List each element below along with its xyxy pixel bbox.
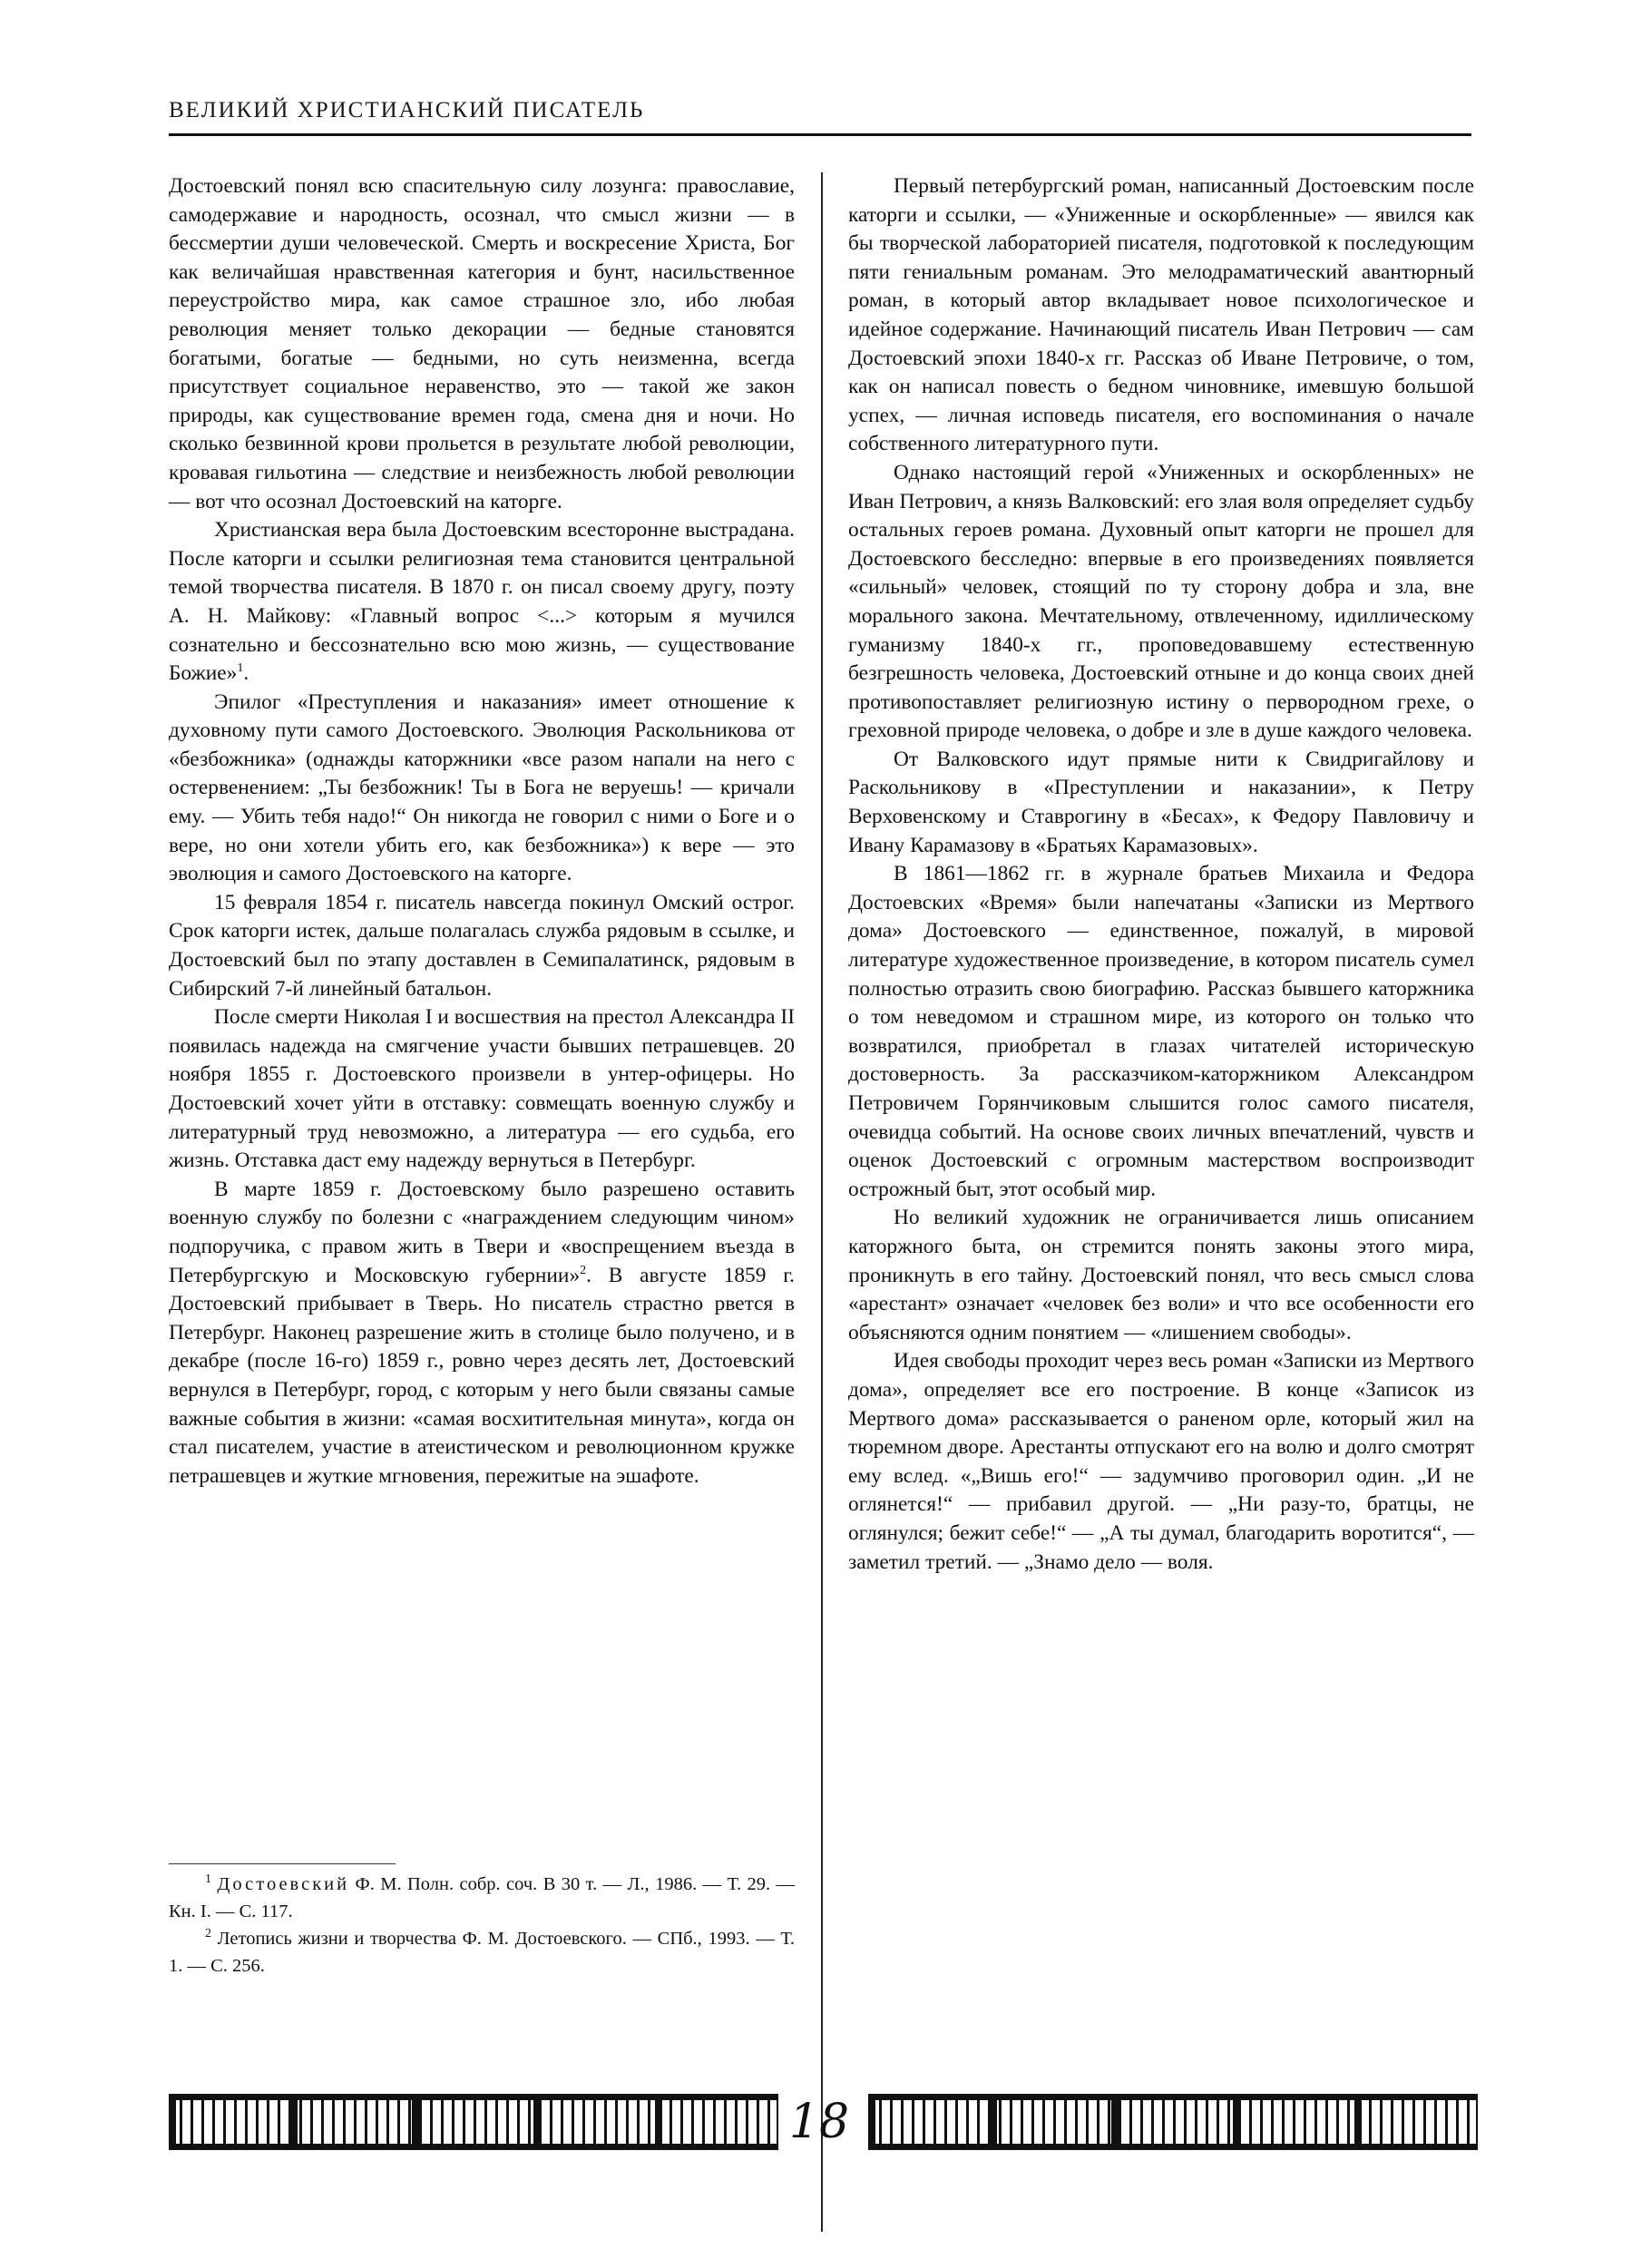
left-column — [169, 172, 795, 1491]
paragraph-text: В марте 1859 г. Достоевскому было разрешено оставить военную службу по болезни с «награждением следующим чином» подпоручика, с правом жить в Твери и «воспрещением въезда в Петербургскую и Московскую губернии» — [169, 1177, 795, 1287]
right-column — [848, 172, 1474, 1577]
paragraph-text: . В августе 1859 г. Достоевский прибывает в Тверь. Но писатель страстно рвется в Петербург. Наконец разрешение жить в столице было получено, и в декабре (после 16-го) 1859 г., ровно через десять лет, Достоевский вернулся в Петербург, город, с которым у него были связаны самые важные события в жизни: «самая восхитительная минута», когда он стал писателем, участие в атеистическом и революционном кружке петрашевцев и жуткие мгновения, пережитые на эшафоте. — [169, 1263, 796, 1488]
footnote — [169, 1925, 795, 1980]
fence-ornament — [868, 2094, 1478, 2150]
footnote-author: Достоевский — [217, 1874, 350, 1894]
paragraph: Эпилог «Преступления и наказания» имеет отношение к духовному пути самого Достоевского. Эволюция Раскольникова от «безбожника» (однажды каторжники «все разом напали на него с остервенением: „Ты безбожник! Ты в Бога не веруешь! — кричали ему. — Убить тебя надо!“ Он никогда не говорил с ними о Боге и о вере, но они хотели убить его, как безбожника») к вере — это эволюция и самого Достоевского на каторге. — [169, 689, 795, 886]
paragraph: В 1861—1862 гг. в журнале братьев Михаила и Федора Достоевских «Время» были напечатаны «Записки из Мертвого дома» Достоевского — единственное, пожалуй, в мировой литературе художественное произведение, в котором писатель сумел полностью отразить свою биографию. Рассказ бывшего каторжника о том неведомом и страшном мире, из которого он только что возвратился, приобретал в глазах читателей историческую достоверность. За рассказчиком-каторжником Александром Петровичем Горянчиковым слышится голос самого писателя, очевидца событий. На основе своих личных впечатлений, чувств и оценок Достоевский с огромным мастерством воспроизводит острожный быт, этот особый мир. — [848, 862, 1474, 1201]
footnotes — [169, 1871, 795, 1980]
footnote-text: Летопись жизни и творчества Ф. М. Достоевского. — СПб., 1993. — Т. 1. — С. 256. — [169, 1929, 795, 1976]
footnote-rule — [169, 1863, 396, 1864]
footnote-number: 2 — [205, 1927, 211, 1941]
paragraph: Но великий художник не ограничивается лишь описанием каторжного быта, он стремится понять законы этого мира, проникнуть в его тайну. Достоевский понял, что весь смысл слова «арестант» означает «человек без воли» и что все особенности его объясняются одним понятием — «лишением свободы». — [848, 1206, 1474, 1344]
header-rule — [169, 133, 1471, 136]
footnote-ref: 1 — [237, 661, 244, 676]
paragraph: Идея свободы проходит через весь роман «Записки из Мертвого дома», определяет все его построение. В конце «Записок из Мертвого дома» рассказывается о раненом орле, который жил на тюремном дворе. Арестанты отпускают его на волю и долго смотрят ему вслед. «„Вишь его!“ — задумчиво проговорил один. „И не оглянется!“ — прибавил другой. — „Ни разу-то, братцы, не оглянулся; бежит себе!“ — „А ты думал, благодарить воротится“, — заметил третий. — „Знамо дело — воля. — [848, 1349, 1474, 1574]
running-head: ВЕЛИКИЙ ХРИСТИАНСКИЙ ПИСАТЕЛЬ — [169, 98, 645, 122]
paragraph — [169, 516, 795, 689]
paragraph: Достоевский понял всю спасительную силу лозунга: православие, самодержавие и народность, осознал, что смысл жизни — в бессмертии души человеческой. Смерть и воскресение Христа, Бог как величайшая нравственная категория и бунт, насильственное переустройство мира, как самое страшное зло, ибо любая революция меняет только декорации — бедные становятся богатыми, богатые — бедными, но суть неизменна, всегда присутствует социальное неравенство, это — такой же закон природы, как существование времен года, смена дня и ночи. Но сколько безвинной крови прольется в результате любой революции, кровавая гильотина — следствие и неизбежность любой революции — вот что осознал Достоевский на каторге. — [169, 174, 795, 513]
paragraph-text: Христианская вера была Достоевским всесторонне выстрадана. После каторги и ссылки религиозная тема становится центральной темой творчества писателя. В 1870 г. он писал своему другу, поэту А. Н. Майкову: «Главный вопрос <...> которым я мучился сознательно и бессознательно всю мою жизнь, — существование Божие» — [169, 518, 795, 686]
paragraph: 15 февраля 1854 г. писатель навсегда покинул Омский острог. Срок каторги истек, дальше полагалась служба рядовым в ссылке, и Достоевский был по этапу доставлен в Семипалатинск, рядовым в Сибирский 7-й линейный батальон. — [169, 890, 795, 1001]
footnote — [169, 1871, 795, 1925]
fence-ornament — [169, 2094, 778, 2150]
paragraph: После смерти Николая I и восшествия на престол Александра II появилась надежда на смягчение участи бывших петрашевцев. 20 ноября 1855 г. Достоевского произвели в унтер-офицеры. Но Достоевский хочет уйти в отставку: совмещать военную службу и литературный труд невозможно, а литература — его судьба, его жизнь. Отставка даст ему надежду вернуться в Петербург. — [169, 1005, 795, 1173]
column-divider — [821, 172, 823, 2232]
footnote-ref: 2 — [580, 1263, 587, 1277]
footnote-text: Ф. М. Полн. собр. соч. В 30 т. — Л., 1986. — Т. 29. — Кн. I. — С. 117. — [169, 1874, 796, 1921]
page-number: 18 — [788, 2095, 850, 2149]
paragraph-text: . — [243, 661, 249, 686]
paragraph: Однако настоящий герой «Униженных и оскорбленных» не Иван Петрович, а князь Валковский: его злая воля определяет судьбу остальных героев романа. Духовный опыт каторги не прошел для Достоевского бесследно: впервые в его произведениях появляется «сильный» человек, стоящий по ту сторону добра и зла, вне морального закона. Мечтательному, отвлеченному, идиллическому гуманизму 1840-х гг., проповедовавшему естественную безгрешность человека, Достоевский отныне и до конца своих дней противопоставляет религиозную истину о первородном грехе, о греховной природе человека, о добре и зле в душе каждого человека. — [848, 460, 1474, 743]
paragraph — [169, 1176, 795, 1491]
footnote-number: 1 — [205, 1872, 211, 1887]
paragraph: Первый петербургский роман, написанный Достоевским после каторги и ссылки, — «Униженные и оскорбленные» — явился как бы творческой лабораторией писателя, подготовкой к последующим пяти гениальным романам. Это мелодраматический авантюрный роман, в который автор вкладывает новое психологическое и идейное содержание. Начинающий писатель Иван Петрович — сам Достоевский эпохи 1840-х гг. Рассказ об Иване Петровиче, о том, как он написал повесть о бедном чиновнике, имевшую большой успех, — личная исповедь писателя, его воспоминания о начале собственного литературного пути. — [848, 174, 1474, 456]
paragraph: От Валковского идут прямые нити к Свидригайлову и Раскольникову в «Преступлении и наказании», к Петру Верховенскому и Ставрогину в «Бесах», к Федору Павловичу и Ивану Карамазову в «Братьях Карамазовых». — [848, 747, 1474, 857]
